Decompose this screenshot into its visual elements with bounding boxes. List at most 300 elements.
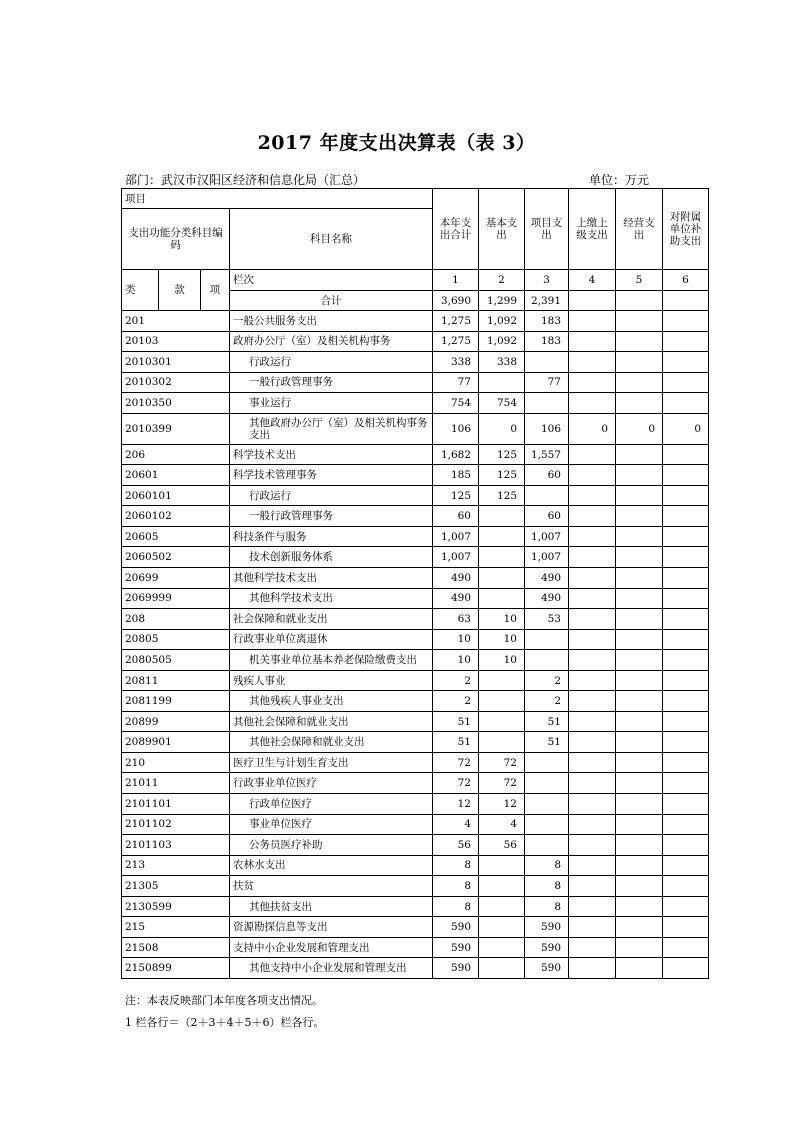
row-subject-name: 其他扶贫支出 — [230, 896, 433, 917]
row-basic: 125 — [479, 465, 525, 486]
row-project: 590 — [525, 958, 569, 979]
row-basic: 72 — [479, 773, 525, 794]
row-business — [616, 937, 663, 958]
row-subject-name: 其他社会保障和就业支出 — [230, 732, 433, 753]
row-code: 2010301 — [122, 352, 230, 373]
row-code: 21305 — [122, 876, 230, 897]
row-subject-name: 公务员医疗补助 — [230, 835, 433, 856]
row-code: 208 — [122, 609, 230, 630]
row-total: 10 — [433, 629, 479, 650]
row-subject-name: 行政事业单位离退休 — [230, 629, 433, 650]
row-code: 2150899 — [122, 958, 230, 979]
row-project: 490 — [525, 568, 569, 589]
header-lei: 类 — [122, 270, 159, 311]
row-project: 2 — [525, 691, 569, 712]
table-row — [122, 691, 709, 712]
row-remit — [569, 958, 616, 979]
header-subject-name: 科目名称 — [230, 209, 433, 270]
row-subject-name: 科技条件与服务 — [230, 526, 433, 547]
row-project — [525, 485, 569, 506]
row-basic — [479, 372, 525, 393]
table-row — [122, 670, 709, 691]
row-basic — [479, 568, 525, 589]
row-code: 2081199 — [122, 691, 230, 712]
expenditure-table — [121, 188, 709, 979]
table-row — [122, 732, 709, 753]
row-remit — [569, 372, 616, 393]
row-basic — [479, 958, 525, 979]
row-subsidy — [663, 372, 709, 393]
row-basic: 4 — [479, 814, 525, 835]
row-remit: 0 — [569, 413, 616, 444]
row-project — [525, 794, 569, 815]
header-remit: 上缴上级支出 — [569, 189, 616, 270]
table-row — [122, 917, 709, 938]
row-code: 201 — [122, 311, 230, 332]
row-subsidy — [663, 670, 709, 691]
row-project: 590 — [525, 937, 569, 958]
total-label: 合计 — [230, 291, 433, 311]
row-subject-name: 扶贫 — [230, 876, 433, 897]
row-subject-name: 事业运行 — [230, 393, 433, 414]
row-business — [616, 629, 663, 650]
row-remit — [569, 444, 616, 465]
table-row — [122, 609, 709, 630]
row-subsidy — [663, 835, 709, 856]
row-subsidy — [663, 393, 709, 414]
row-business — [616, 773, 663, 794]
row-business: 0 — [616, 413, 663, 444]
header-basic: 基本支出 — [479, 189, 525, 270]
table-row — [122, 794, 709, 815]
row-total: 590 — [433, 917, 479, 938]
row-remit — [569, 526, 616, 547]
row-project: 1,007 — [525, 547, 569, 568]
row-code: 210 — [122, 752, 230, 773]
row-business — [616, 568, 663, 589]
row-business — [616, 958, 663, 979]
row-code: 20811 — [122, 670, 230, 691]
row-business — [616, 372, 663, 393]
row-total: 51 — [433, 711, 479, 732]
row-subject-name: 其他社会保障和就业支出 — [230, 711, 433, 732]
table-row — [122, 413, 709, 444]
row-total: 63 — [433, 609, 479, 630]
row-remit — [569, 568, 616, 589]
row-remit — [569, 876, 616, 897]
header-lanci: 栏次 — [230, 270, 433, 291]
row-subsidy — [663, 485, 709, 506]
row-subsidy: 0 — [663, 413, 709, 444]
row-business — [616, 855, 663, 876]
row-basic: 10 — [479, 609, 525, 630]
row-project: 183 — [525, 311, 569, 332]
row-subsidy — [663, 937, 709, 958]
row-subsidy — [663, 732, 709, 753]
row-business — [616, 547, 663, 568]
row-total: 106 — [433, 413, 479, 444]
header-total: 本年支出合计 — [433, 189, 479, 270]
row-total: 125 — [433, 485, 479, 506]
table-row — [122, 896, 709, 917]
table-row — [122, 311, 709, 332]
row-project — [525, 650, 569, 671]
row-subsidy — [663, 609, 709, 630]
row-project: 60 — [525, 506, 569, 527]
row-business — [616, 691, 663, 712]
row-project: 77 — [525, 372, 569, 393]
row-subject-name: 社会保障和就业支出 — [230, 609, 433, 630]
row-project: 183 — [525, 331, 569, 352]
empty-cell — [663, 291, 709, 311]
table-row — [122, 352, 709, 373]
table-row — [122, 752, 709, 773]
row-subsidy — [663, 752, 709, 773]
row-subject-name: 农林水支出 — [230, 855, 433, 876]
header-project: 项目 — [122, 189, 433, 209]
row-basic: 1,092 — [479, 331, 525, 352]
row-project: 60 — [525, 465, 569, 486]
row-subject-name: 科学技术支出 — [230, 444, 433, 465]
row-code: 20601 — [122, 465, 230, 486]
row-subsidy — [663, 629, 709, 650]
row-basic — [479, 896, 525, 917]
row-basic: 1,092 — [479, 311, 525, 332]
table-row — [122, 331, 709, 352]
table-row — [122, 485, 709, 506]
row-subject-name: 其他政府办公厅（室）及相关机构事务支出 — [230, 413, 433, 444]
row-subject-name: 行政运行 — [230, 485, 433, 506]
row-code: 213 — [122, 855, 230, 876]
table-row — [122, 650, 709, 671]
row-basic: 72 — [479, 752, 525, 773]
row-code: 2101101 — [122, 794, 230, 815]
row-subsidy — [663, 547, 709, 568]
row-total: 754 — [433, 393, 479, 414]
row-basic: 338 — [479, 352, 525, 373]
row-total: 338 — [433, 352, 479, 373]
row-business — [616, 732, 663, 753]
header-subsidy: 对附属单位补助支出 — [663, 189, 709, 270]
row-remit — [569, 732, 616, 753]
row-remit — [569, 917, 616, 938]
row-subsidy — [663, 526, 709, 547]
row-code: 20605 — [122, 526, 230, 547]
row-total: 1,007 — [433, 547, 479, 568]
row-code: 2089901 — [122, 732, 230, 753]
row-basic: 754 — [479, 393, 525, 414]
row-total: 185 — [433, 465, 479, 486]
row-project — [525, 629, 569, 650]
row-basic: 12 — [479, 794, 525, 815]
header-xiang: 项 — [201, 270, 230, 311]
row-subsidy — [663, 794, 709, 815]
row-subsidy — [663, 352, 709, 373]
row-project — [525, 352, 569, 373]
row-business — [616, 650, 663, 671]
row-remit — [569, 670, 616, 691]
row-basic — [479, 732, 525, 753]
row-business — [616, 485, 663, 506]
row-project: 8 — [525, 855, 569, 876]
row-basic — [479, 526, 525, 547]
row-project: 106 — [525, 413, 569, 444]
row-code: 21508 — [122, 937, 230, 958]
table-row — [122, 876, 709, 897]
row-total: 1,275 — [433, 331, 479, 352]
row-subject-name: 科学技术管理事务 — [230, 465, 433, 486]
page-title: 2017 年度支出决算表（表 3） — [257, 132, 536, 154]
row-total: 60 — [433, 506, 479, 527]
row-basic: 0 — [479, 413, 525, 444]
total-sum: 3,690 — [433, 291, 479, 311]
row-business — [616, 331, 663, 352]
row-basic: 125 — [479, 485, 525, 506]
row-project — [525, 773, 569, 794]
row-subject-name: 其他支持中小企业发展和管理支出 — [230, 958, 433, 979]
note-line: 1 栏各行＝（2＋3＋4＋5＋6）栏各行。 — [125, 1016, 325, 1029]
row-total: 56 — [433, 835, 479, 856]
row-subject-name: 一般行政管理事务 — [230, 506, 433, 527]
row-remit — [569, 629, 616, 650]
row-subsidy — [663, 711, 709, 732]
row-code: 20899 — [122, 711, 230, 732]
row-code: 2101103 — [122, 835, 230, 856]
row-total: 1,275 — [433, 311, 479, 332]
row-remit — [569, 393, 616, 414]
total-basic: 1,299 — [479, 291, 525, 311]
row-code: 2010302 — [122, 372, 230, 393]
row-remit — [569, 752, 616, 773]
row-remit — [569, 773, 616, 794]
col-num: 5 — [616, 270, 663, 291]
row-code: 2060502 — [122, 547, 230, 568]
row-basic: 125 — [479, 444, 525, 465]
row-project: 53 — [525, 609, 569, 630]
row-code: 21011 — [122, 773, 230, 794]
row-business — [616, 752, 663, 773]
row-total: 590 — [433, 937, 479, 958]
row-total: 12 — [433, 794, 479, 815]
row-total: 8 — [433, 876, 479, 897]
row-subject-name: 行政运行 — [230, 352, 433, 373]
col-num: 4 — [569, 270, 616, 291]
row-subject-name: 机关事业单位基本养老保险缴费支出 — [230, 650, 433, 671]
row-remit — [569, 650, 616, 671]
row-project: 8 — [525, 876, 569, 897]
table-row — [122, 506, 709, 527]
row-subject-name: 支持中小企业发展和管理支出 — [230, 937, 433, 958]
row-code: 2080505 — [122, 650, 230, 671]
row-business — [616, 711, 663, 732]
row-subsidy — [663, 506, 709, 527]
table-row — [122, 629, 709, 650]
table-row — [122, 465, 709, 486]
row-remit — [569, 352, 616, 373]
row-business — [616, 609, 663, 630]
row-remit — [569, 485, 616, 506]
row-remit — [569, 937, 616, 958]
row-remit — [569, 547, 616, 568]
row-code: 2069999 — [122, 588, 230, 609]
row-basic: 10 — [479, 629, 525, 650]
table-notes — [125, 990, 325, 1034]
row-business — [616, 506, 663, 527]
row-code: 206 — [122, 444, 230, 465]
row-project: 1,007 — [525, 526, 569, 547]
row-subject-name: 技术创新服务体系 — [230, 547, 433, 568]
row-business — [616, 393, 663, 414]
row-total: 51 — [433, 732, 479, 753]
row-subsidy — [663, 896, 709, 917]
row-total: 2 — [433, 670, 479, 691]
row-subject-name: 其他科学技术支出 — [230, 568, 433, 589]
col-num: 3 — [525, 270, 569, 291]
row-subsidy — [663, 958, 709, 979]
row-subject-name: 行政单位医疗 — [230, 794, 433, 815]
row-subsidy — [663, 465, 709, 486]
row-subsidy — [663, 311, 709, 332]
row-subject-name: 其他残疾人事业支出 — [230, 691, 433, 712]
row-project: 51 — [525, 711, 569, 732]
header-business: 经营支出 — [616, 189, 663, 270]
row-project: 8 — [525, 896, 569, 917]
row-code: 2010399 — [122, 413, 230, 444]
row-total: 72 — [433, 752, 479, 773]
row-remit — [569, 465, 616, 486]
row-remit — [569, 331, 616, 352]
row-basic — [479, 691, 525, 712]
row-total: 590 — [433, 958, 479, 979]
row-code: 20805 — [122, 629, 230, 650]
row-remit — [569, 311, 616, 332]
row-subject-name: 其他科学技术支出 — [230, 588, 433, 609]
department-label: 部门：武汉市汉阳区经济和信息化局（汇总） — [125, 173, 366, 187]
row-subsidy — [663, 444, 709, 465]
row-remit — [569, 794, 616, 815]
row-project: 490 — [525, 588, 569, 609]
row-total: 8 — [433, 855, 479, 876]
row-remit — [569, 711, 616, 732]
row-business — [616, 526, 663, 547]
row-business — [616, 444, 663, 465]
row-subsidy — [663, 588, 709, 609]
row-business — [616, 352, 663, 373]
row-subsidy — [663, 773, 709, 794]
row-business — [616, 794, 663, 815]
total-project: 2,391 — [525, 291, 569, 311]
table-row — [122, 372, 709, 393]
row-total: 77 — [433, 372, 479, 393]
row-basic — [479, 711, 525, 732]
unit-label: 单位：万元 — [589, 173, 650, 187]
row-remit — [569, 814, 616, 835]
row-total: 4 — [433, 814, 479, 835]
row-total: 1,682 — [433, 444, 479, 465]
table-row — [122, 773, 709, 794]
row-code: 2060102 — [122, 506, 230, 527]
row-subsidy — [663, 650, 709, 671]
row-basic — [479, 670, 525, 691]
row-code: 20103 — [122, 331, 230, 352]
row-remit — [569, 609, 616, 630]
row-project: 2 — [525, 670, 569, 691]
row-code: 20699 — [122, 568, 230, 589]
row-basic — [479, 876, 525, 897]
row-basic — [479, 917, 525, 938]
row-subject-name: 一般行政管理事务 — [230, 372, 433, 393]
empty-cell — [569, 291, 616, 311]
row-subsidy — [663, 568, 709, 589]
row-total: 2 — [433, 691, 479, 712]
row-remit — [569, 835, 616, 856]
row-business — [616, 876, 663, 897]
row-project: 590 — [525, 917, 569, 938]
row-subsidy — [663, 331, 709, 352]
row-total: 490 — [433, 588, 479, 609]
row-subject-name: 一般公共服务支出 — [230, 311, 433, 332]
table-row — [122, 588, 709, 609]
row-project: 51 — [525, 732, 569, 753]
table-row — [122, 814, 709, 835]
row-total: 10 — [433, 650, 479, 671]
row-total: 1,007 — [433, 526, 479, 547]
row-business — [616, 588, 663, 609]
row-subsidy — [663, 917, 709, 938]
row-business — [616, 814, 663, 835]
empty-cell — [616, 291, 663, 311]
col-num: 6 — [663, 270, 709, 291]
row-project — [525, 752, 569, 773]
row-code: 2060101 — [122, 485, 230, 506]
row-total: 490 — [433, 568, 479, 589]
row-code: 2130599 — [122, 896, 230, 917]
row-remit — [569, 506, 616, 527]
row-subsidy — [663, 814, 709, 835]
table-row — [122, 444, 709, 465]
row-remit — [569, 588, 616, 609]
row-project — [525, 814, 569, 835]
row-basic — [479, 588, 525, 609]
row-total: 72 — [433, 773, 479, 794]
row-business — [616, 465, 663, 486]
row-project — [525, 835, 569, 856]
row-subsidy — [663, 876, 709, 897]
row-subsidy — [663, 691, 709, 712]
row-code: 2101102 — [122, 814, 230, 835]
row-basic — [479, 855, 525, 876]
row-business — [616, 670, 663, 691]
header-func-code: 支出功能分类科目编码 — [122, 209, 230, 270]
row-subject-name: 行政事业单位医疗 — [230, 773, 433, 794]
table-row — [122, 711, 709, 732]
row-remit — [569, 691, 616, 712]
row-basic: 10 — [479, 650, 525, 671]
row-basic — [479, 547, 525, 568]
col-num: 1 — [433, 270, 479, 291]
table-row — [122, 568, 709, 589]
col-num: 2 — [479, 270, 525, 291]
row-remit — [569, 855, 616, 876]
row-subject-name: 残疾人事业 — [230, 670, 433, 691]
row-basic — [479, 506, 525, 527]
row-subsidy — [663, 855, 709, 876]
header-project-expense: 项目支出 — [525, 189, 569, 270]
header-kuan: 款 — [159, 270, 201, 311]
row-code: 215 — [122, 917, 230, 938]
table-row — [122, 855, 709, 876]
table-row — [122, 958, 709, 979]
